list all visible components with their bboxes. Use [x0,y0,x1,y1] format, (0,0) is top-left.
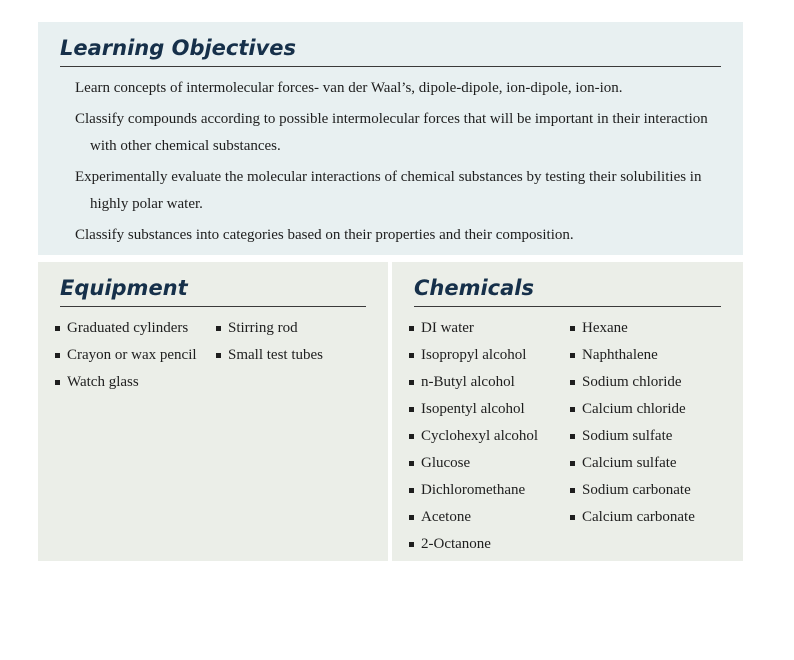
list-item: Stirring rod [216,315,323,342]
learning-objectives-panel [38,22,743,255]
chemicals-panel [392,262,743,561]
square-bullet-icon [570,407,575,412]
square-bullet-icon [570,515,575,520]
square-bullet-icon [570,380,575,385]
square-bullet-icon [409,542,414,547]
objective-item: Classify compounds according to possible intermolecular forces that will be important in their interaction with other chemical substances. [75,111,708,154]
square-bullet-icon [570,326,575,331]
list-item: Dichloromethane [409,477,570,504]
square-bullet-icon [409,380,414,385]
equipment-title: Equipment [60,274,366,307]
equipment-list-column-1 [55,315,216,396]
square-bullet-icon [55,326,60,331]
square-bullet-icon [409,434,414,439]
objective-item: Learn concepts of intermolecular forces- van der Waal’s, dipole-dipole, ion-dipole, ion-ion. [75,80,623,96]
chemicals-title: Chemicals [414,274,721,307]
chemicals-list-column-1 [409,315,570,558]
list-item: DI water [409,315,570,342]
list-item: Calcium chloride [570,396,695,423]
list-item: Glucose [409,450,570,477]
list-item: Sodium chloride [570,369,695,396]
square-bullet-icon [409,461,414,466]
equipment-list-column-2 [216,315,323,396]
list-item: Calcium carbonate [570,504,695,531]
square-bullet-icon [570,434,575,439]
square-bullet-icon [570,461,575,466]
square-bullet-icon [409,407,414,412]
list-item: Sodium sulfate [570,423,695,450]
chemicals-list-column-2 [570,315,695,558]
square-bullet-icon [216,326,221,331]
square-bullet-icon [570,488,575,493]
square-bullet-icon [216,353,221,358]
learning-objectives-title: Learning Objectives [60,34,721,67]
square-bullet-icon [409,515,414,520]
list-item: Graduated cylinders [55,315,216,342]
list-item: Isopropyl alcohol [409,342,570,369]
list-item: Crayon or wax pencil [55,342,216,369]
list-item: Watch glass [55,369,216,396]
objectives-list [60,67,721,249]
objective-item: Experimentally evaluate the molecular interactions of chemical substances by testing their solubilities in highly polar water. [75,169,702,212]
list-item: Naphthalene [570,342,695,369]
list-item: Isopentyl alcohol [409,396,570,423]
list-item: Sodium carbonate [570,477,695,504]
list-item: n-Butyl alcohol [409,369,570,396]
square-bullet-icon [570,353,575,358]
square-bullet-icon [409,488,414,493]
square-bullet-icon [55,353,60,358]
equipment-panel [38,262,388,561]
list-item: Small test tubes [216,342,323,369]
square-bullet-icon [409,353,414,358]
list-item: Acetone [409,504,570,531]
list-item: 2-Octanone [409,531,570,558]
square-bullet-icon [409,326,414,331]
square-bullet-icon [55,380,60,385]
list-item: Calcium sulfate [570,450,695,477]
objective-item: Classify substances into categories based on their properties and their composition. [75,227,574,243]
list-item: Hexane [570,315,695,342]
list-item: Cyclohexyl alcohol [409,423,570,450]
